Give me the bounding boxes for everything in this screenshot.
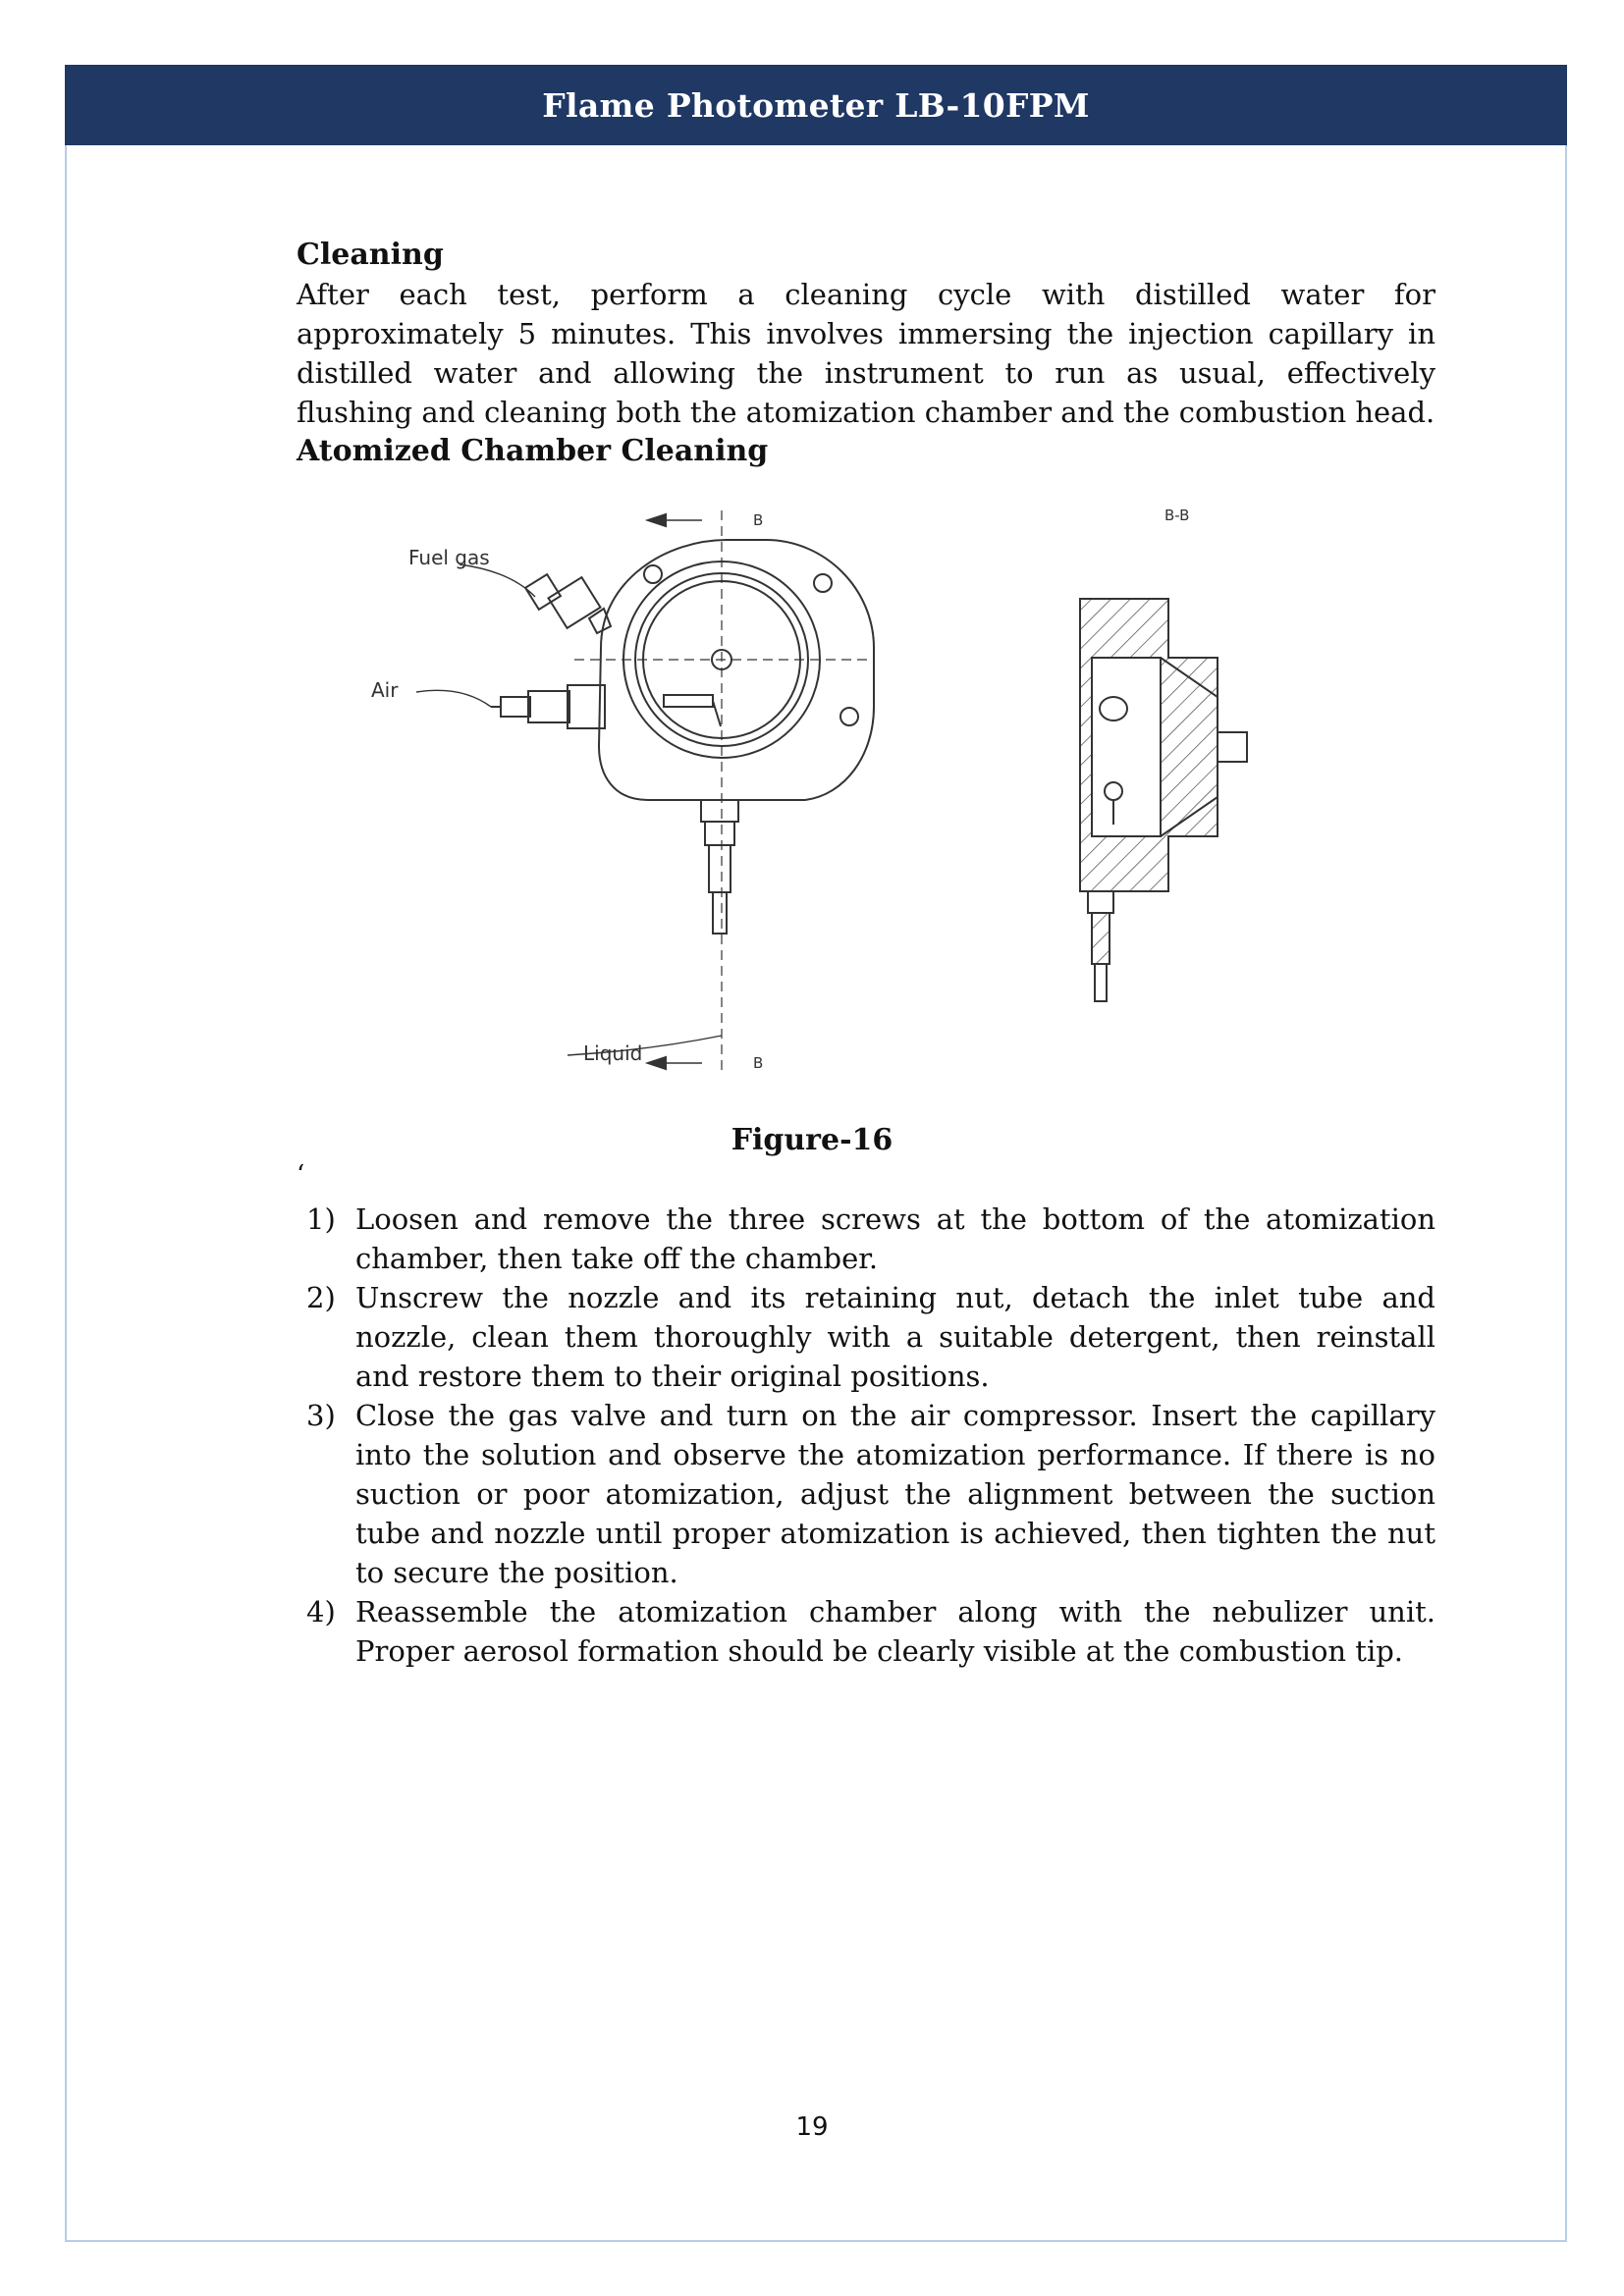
fuel-gas-label: Fuel gas (408, 546, 490, 569)
page-number: 19 (795, 2112, 829, 2142)
cleaning-heading: Cleaning (297, 238, 444, 272)
step-number: 4) (306, 1595, 336, 1629)
page-header (65, 65, 1567, 145)
figure-16-drawing (353, 501, 1296, 1090)
atomizer-technical-drawing (353, 501, 1296, 1090)
section-view-label: B-B (1164, 507, 1190, 524)
atomized-chamber-heading: Atomized Chamber Cleaning (297, 434, 769, 468)
list-item (297, 1278, 1435, 1396)
section-marker-bottom: B (753, 1054, 764, 1072)
step-number: 3) (306, 1399, 336, 1432)
section-marker-top: B (753, 511, 764, 529)
figure-caption: Figure-16 (731, 1123, 893, 1157)
cleaning-steps-list (297, 1200, 1435, 1671)
front-view-labels (371, 507, 1189, 1072)
list-item (297, 1592, 1435, 1671)
liquid-label: Liquid (583, 1041, 643, 1065)
air-label: Air (371, 678, 399, 702)
stray-quote-mark: ‘ (297, 1160, 305, 1190)
step-text: Close the gas valve and turn on the air compressor. Insert the capillary into the solution and observe the atomization performance. If there is no suction or poor atomization, adjust the alignment between the suction tube and nozzle until proper atomization is achieved, then tighten the nut to secure the position. (355, 1399, 1435, 1589)
step-text: Unscrew the nozzle and its retaining nut, detach the inlet tube and nozzle, clean them thoroughly with a suitable detergent, then reinstall and restore them to their original positions. (355, 1281, 1435, 1393)
main-content (297, 236, 1435, 471)
front-view (416, 510, 874, 1070)
header-title: Flame Photometer LB-10FPM (542, 85, 1090, 125)
cleaning-paragraph: After each test, perform a cleaning cycle with distilled water for approximately 5 minutes. This involves immersing the injection capillary in distilled water and allowing the instrument to run as usual, effectively flushing and cleaning both the atomization chamber and the combustion head. (297, 278, 1435, 429)
list-item (297, 1200, 1435, 1278)
step-number: 2) (306, 1281, 336, 1314)
step-text: Reassemble the atomization chamber along with the nebulizer unit. Proper aerosol formation should be clearly visible at the combustion tip. (355, 1595, 1435, 1668)
section-view (1080, 599, 1247, 1001)
step-text: Loosen and remove the three screws at the bottom of the atomization chamber, then take off the chamber. (355, 1202, 1435, 1275)
step-number: 1) (306, 1202, 336, 1236)
list-item (297, 1396, 1435, 1592)
